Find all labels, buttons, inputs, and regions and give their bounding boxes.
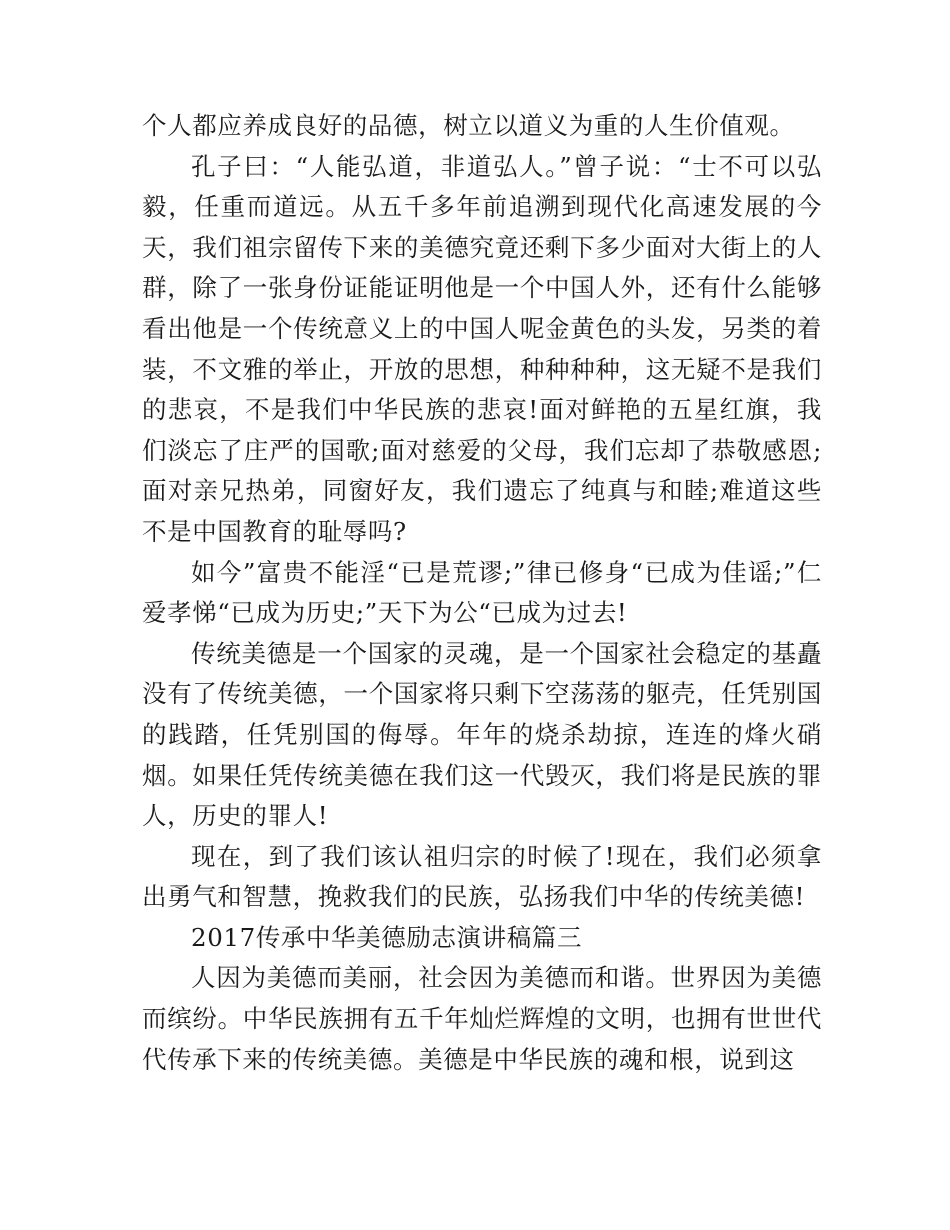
paragraph-1: 个人都应养成良好的品德，树立以道义为重的人生价值观。: [142, 111, 795, 140]
paragraph-6: 人因为美德而美丽，社会因为美德而和谐。世界因为美德而缤纷。中华民族拥有五千年灿烂辉煌的文明，也拥有世世代代传承下来的传统美德。美德是中华民族的魂和根，说到这: [142, 963, 822, 1074]
paragraph-4: 传统美德是一个国家的灵魂，是一个国家社会稳定的基矗没有了传统美德，一个国家将只剩下空荡荡的躯壳，任凭别国的践踏，任凭别国的侮辱。年年的烧杀劫掠，连连的烽火硝烟。如果任凭传统美德在我们这一代毁灭，我们将是民族的罪人，历史的罪人!: [142, 638, 822, 831]
paragraph-3: 如今”富贵不能淫“已是荒谬;”律已修身“已成为佳谣;”仁爱孝悌“已成为历史;”天下为公“已成为过去!: [142, 557, 822, 628]
paragraph-2: 孔子曰：“人能弘道，非道弘人。”曾子说：“士不可以弘毅，任重而道远。从五千多年前追溯到现代化高速发展的今天，我们祖宗留传下来的美德究竟还剩下多少面对大街上的人群，除了一张身份证能证明他是一个中国人外，还有什么能够看出他是一个传统意义上的中国人呢金黄色的头发，另类的着装，不文雅的举止，开放的思想，种种种种，这无疑不是我们的悲哀，不是我们中华民族的悲哀!面对鲜艳的五星红旗，我们淡忘了庄严的国歌;面对慈爱的父母，我们忘却了恭敬感恩;面对亲兄热弟，同窗好友，我们遗忘了纯真与和睦;难道这些不是中国教育的耻辱吗?: [142, 151, 822, 546]
paragraph-5: 现在，到了我们该认祖归宗的时候了!现在，我们必须拿出勇气和智慧，挽救我们的民族，弘扬我们中华的传统美德!: [142, 841, 822, 912]
section-heading: 2017传承中华美德励志演讲稿篇三: [191, 922, 583, 952]
document-body: [142, 106, 822, 1080]
